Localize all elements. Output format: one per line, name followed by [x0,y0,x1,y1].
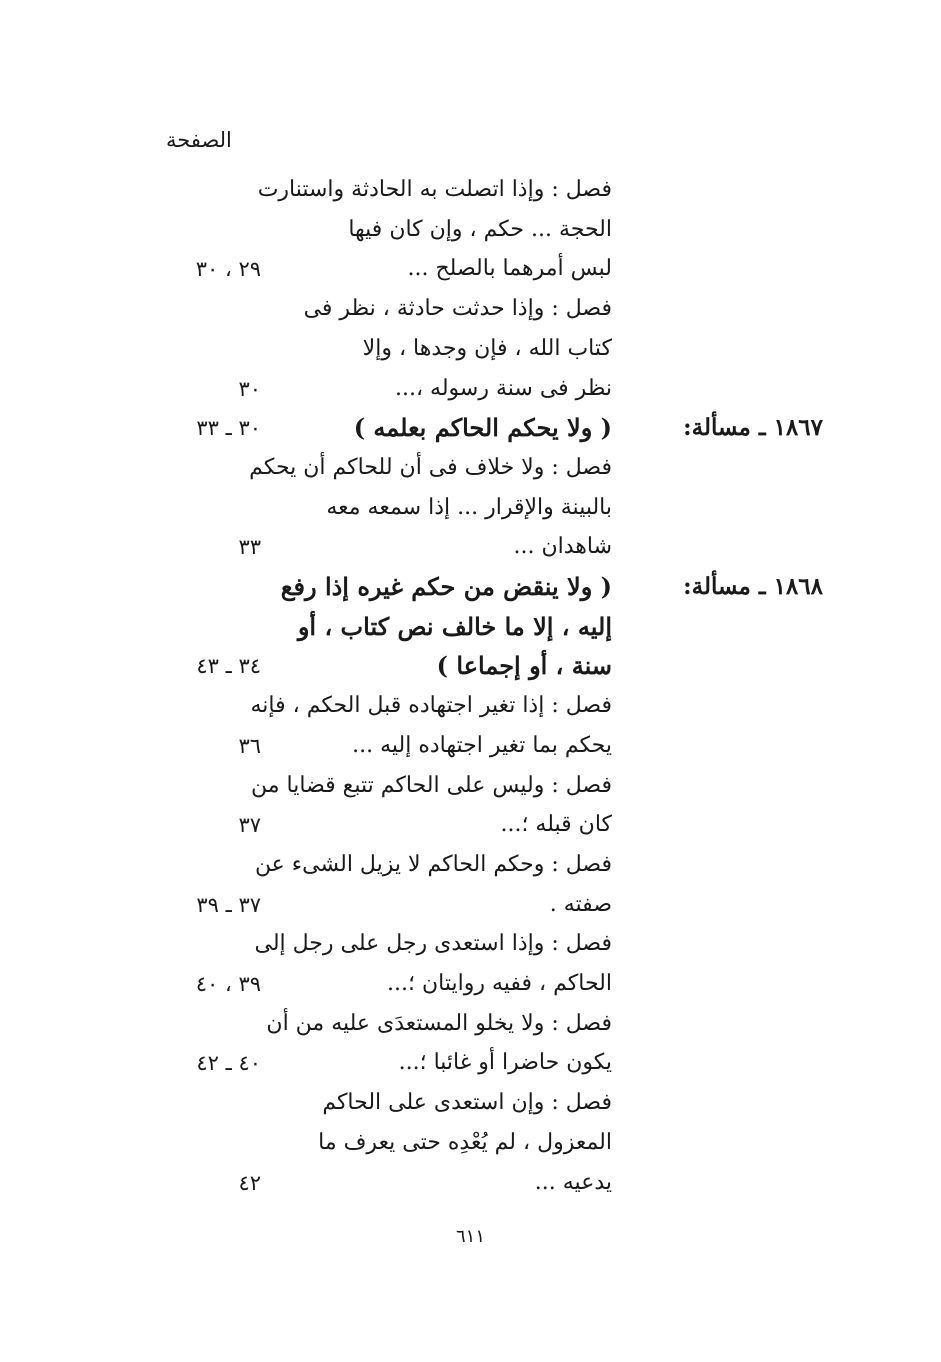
index-row [0,686,941,726]
index-row [0,1123,941,1163]
entry-text: شاهدان ... [513,534,612,560]
entry-text: فصل : وإذا اتصلت به الحادثة واستنارت [257,177,612,202]
entry-text: فصل : وإذا حدثت حادثة ، نظر فى [303,296,612,322]
entry-text: فصل : وحكم الحاكم لا يزيل الشىء عن [254,851,612,877]
page-reference: ٣٣ [238,535,261,560]
page-reference: ٣٠ [238,376,261,401]
index-row [0,289,941,329]
entry-text: الحاكم ، ففيه روايتان ؛... [387,971,612,996]
index-row [0,249,941,289]
entry-text: نظر فى سنة رسوله ،... [394,375,612,401]
entry-text: إليه ، إلا ما خالف نص كتاب ، أو [297,611,612,641]
index-row [0,448,941,488]
page-number: ٦١١ [455,1226,485,1247]
index-row [0,805,941,845]
entry-text: يحكم بما تغير اجتهاده إليه ... [352,732,612,758]
page-reference: ٤٢ [238,1170,261,1195]
page-reference: ٢٩ ، ٣٠ [195,257,261,282]
index-row [0,170,941,210]
entry-text: يدعيه ... [534,1169,612,1195]
entry-text: سنة ، أو إجماعا ) [436,651,612,681]
page-reference: ٣٠ ـ ٣٣ [196,416,261,441]
page-reference: ٣٧ ـ ٣٩ [196,892,261,917]
entry-text: فصل : ولا يخلو المستعدَى عليه من أن [266,1010,612,1036]
index-row [0,607,941,647]
index-row [0,527,941,567]
index-row [0,369,941,409]
index-row [0,726,941,766]
index-row [0,408,941,448]
index-row [0,1043,941,1083]
page-reference: ٤٠ ـ ٤٢ [196,1051,261,1076]
entry-text: فصل : ولا خلاف فى أن للحاكم أن يحكم [249,454,612,480]
index-row [0,924,941,964]
index-row [0,845,941,885]
entry-text: فصل : وليس على الحاكم تتبع قضايا من [251,772,612,798]
index-row [0,964,941,1004]
entry-text: المعزول ، لم يُعْدِه حتى يعرف ما [318,1129,612,1155]
entry-text: لبس أمرهما بالصلح ... [407,256,612,282]
index-row [0,1163,941,1203]
page-reference: ٣٩ ، ٤٠ [195,972,261,996]
entry-text: ( ولا ينقض من حكم غيره إذا رفع [280,572,612,601]
index-row [0,766,941,806]
index-row [0,885,941,925]
entry-text: الحجة ... حكم ، وإن كان فيها [348,216,612,242]
page-reference: ٣٧ [238,813,261,838]
index-row [0,567,941,607]
entry-text: فصل : إذا تغير اجتهاده قبل الحكم ، فإنه [250,693,612,719]
page-reference: ٣٤ ـ ٤٣ [196,654,261,679]
index-row [0,210,941,250]
index-row [0,646,941,686]
entry-text: صفته . [549,891,612,917]
page-reference: ٣٦ [238,733,261,758]
entry-text: فصل : وإن استعدى على الحاكم [322,1090,612,1116]
issue-number: ١٨٦٧ ـ مسألة: [683,414,823,442]
page-column-header: الصفحة [166,128,232,152]
index-row [0,488,941,528]
entry-text: فصل : وإذا استعدى رجل على رجل إلى [254,931,612,957]
entry-text: كتاب الله ، فإن وجدها ، وإلا [362,335,612,361]
index-row [0,1004,941,1044]
entry-text: كان قبله ؛... [500,812,612,838]
entry-text: يكون حاضرا أو غائبا ؛... [398,1050,612,1076]
entry-text: ( ولا يحكم الحاكم بعلمه ) [353,413,612,443]
index-row [0,1083,941,1123]
issue-number: ١٨٦٨ ـ مسألة: [683,573,823,600]
entry-text: بالبينة والإقرار ... إذا سمعه معه [326,494,612,520]
index-row [0,329,941,369]
